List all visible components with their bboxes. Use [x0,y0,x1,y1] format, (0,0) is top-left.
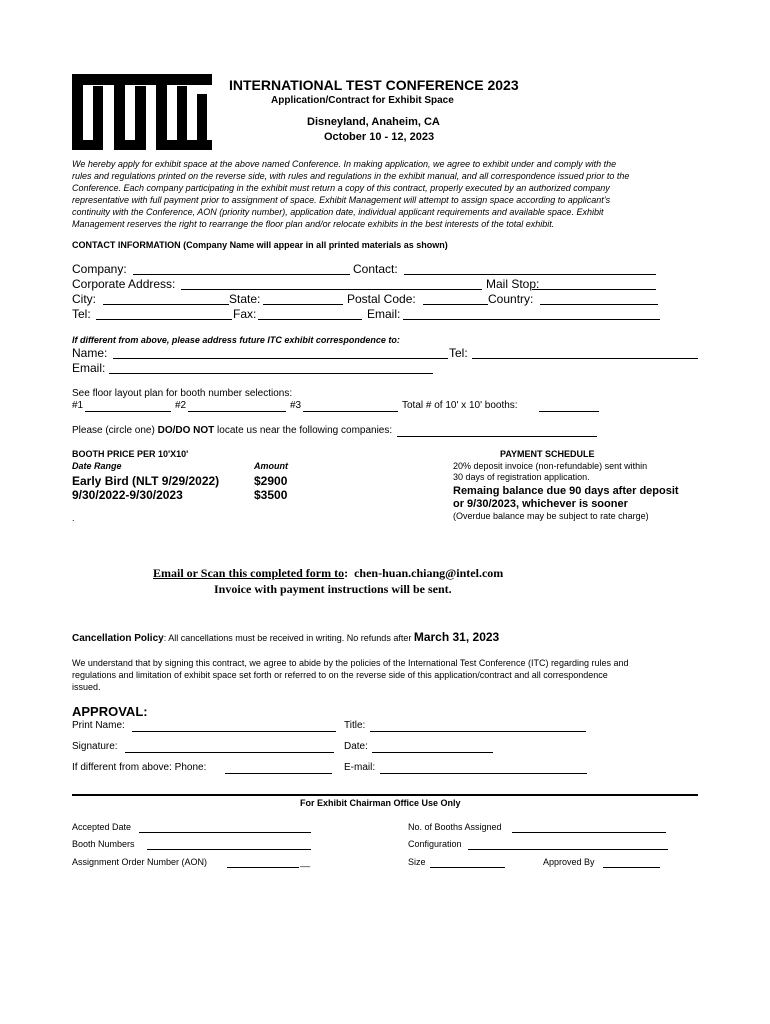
submit-email-link[interactable]: chen-huan.chiang@intel.com [354,566,504,580]
company-label: Company: [72,262,127,276]
submit-colon: : [344,566,349,580]
approved-by-field[interactable] [603,867,660,868]
postal-code-label: Postal Code: [347,292,416,306]
approval-email-label: E-mail: [344,762,376,773]
alt-email-field[interactable] [109,373,433,374]
locate-suffix: locate us near the following companies: [214,425,393,436]
submit-instructions [153,566,503,581]
title-field[interactable] [370,731,586,732]
booth-3-label: #3 [290,400,302,411]
booth-numbers-field[interactable] [147,849,311,850]
country-label: Country: [488,292,534,306]
accepted-date-field[interactable] [139,832,311,833]
date-label: Date: [344,741,368,752]
total-booths-field[interactable] [539,411,599,412]
email-field[interactable] [403,319,660,320]
aon-label: Assignment Order Number (AON) [72,857,208,867]
intro-line: rules and regulations printed on the reverse side, with rules and regulations in the exhibit manual, and all correspondence issued prior to the [72,171,630,181]
email-label: Email: [367,307,401,321]
configuration-field[interactable] [468,849,668,850]
payment-line: 30 days of registration application. [453,472,590,482]
intro-line: Conference. Each company participating in the exhibit must return a copy of this contract, properly executed by an authorized company [72,183,610,193]
date-field[interactable] [372,752,493,753]
booth-2-field[interactable] [188,411,286,412]
floor-plan-note: See floor layout plan for booth number selections: [72,388,293,399]
submit-label: Email or Scan this completed form to [153,566,345,580]
booth-2-label: #2 [175,400,187,411]
regular-range: 9/30/2022-9/30/2023 [72,488,183,502]
regular-amount: $3500 [254,488,288,502]
alt-name-label: Name: [72,346,108,360]
cancellation-date: March 31, 2023 [413,630,500,644]
stray-dot: . [72,513,75,523]
city-label: City: [72,292,96,306]
approval-heading: APPROVAL: [72,704,148,719]
mail-stop-label: Mail Stop: [486,277,540,291]
contact-field[interactable] [404,274,656,275]
size-field[interactable] [430,867,505,868]
total-booths-label: Total # of 10' x 10' booths: [402,400,518,411]
alt-email-label: Email: [72,361,106,375]
num-booths-label: No. of Booths Assigned [408,822,502,832]
phone-label: If different from above: Phone: [72,762,207,773]
print-name-label: Print Name: [72,720,125,731]
page-subtitle: Application/Contract for Exhibit Space [271,95,454,106]
signature-field[interactable] [125,752,334,753]
intro-line: representative with full payment prior to assignment of space. Exhibit Management will attempt to assign space according to applicant’s [72,195,611,205]
payment-note: (Overdue balance may be subject to rate charge) [453,511,649,521]
payment-schedule-heading: PAYMENT SCHEDULE [500,449,595,459]
booth-numbers-label: Booth Numbers [72,839,135,849]
locate-prefix: Please (circle one) [72,425,158,436]
booth-3-field[interactable] [303,411,398,412]
alt-contact-heading: If different from above, please address future ITC exhibit correspondence to: [72,335,400,345]
mail-stop-field[interactable] [532,289,656,290]
phone-field[interactable] [225,773,332,774]
agreement-line: issued. [72,682,101,692]
cancellation-policy [72,630,499,644]
state-field[interactable] [263,304,343,305]
corporate-address-field[interactable] [181,289,482,290]
do-do-not-choice[interactable]: DO/DO NOT [157,425,215,436]
num-booths-field[interactable] [512,832,666,833]
tel-label: Tel: [72,307,91,321]
fax-field[interactable] [258,319,362,320]
intro-line: We hereby apply for exhibit space at the above named Conference. In making application, we agree to exhibit under and comply with the [72,159,617,169]
early-bird-range: Early Bird (NLT 9/29/2022) [72,474,220,488]
booth-1-field[interactable] [85,411,171,412]
invoice-note: Invoice with payment instructions will be sent. [214,582,452,596]
payment-line: 20% deposit invoice (non-refundable) sent within [453,461,648,471]
contact-heading: CONTACT INFORMATION (Company Name will appear in all printed materials as shown) [72,240,448,250]
configuration-label: Configuration [408,839,462,849]
company-field[interactable] [133,274,350,275]
contact-label: Contact: [353,262,398,276]
alt-name-field[interactable] [113,358,448,359]
cancellation-text: : All cancellations must be received in writing. No refunds after [163,633,414,643]
payment-balance-line: or 9/30/2023, whichever is sooner [453,498,628,510]
payment-balance-line: Remaing balance due 90 days after deposit [453,485,679,497]
office-use-divider [72,794,698,796]
accepted-date-label: Accepted Date [72,822,132,832]
booth-price-heading: BOOTH PRICE PER 10'X10' [72,449,189,459]
postal-code-field[interactable] [423,304,488,305]
event-location: Disneyland, Anaheim, CA [307,116,440,128]
alt-tel-label: Tel: [449,346,468,360]
title-label: Title: [344,720,366,731]
approved-by-label: Approved By [543,857,595,867]
alt-tel-field[interactable] [472,358,698,359]
aon-field[interactable] [227,867,299,868]
agreement-line: regulations and limitation of exhibit space set forth or referred to on the reverse side of this application/contract and all correspondence [72,670,608,680]
event-dates: October 10 - 12, 2023 [324,131,435,143]
aon-tail: __ [300,857,311,867]
itc-logo [72,74,212,150]
booth-1-label: #1 [72,400,84,411]
locate-near-text [72,425,392,436]
intro-line: Management reserves the right to rearrange the floor plan and/or relocate exhibits in the best interests of the total exhibit. [72,219,555,229]
size-label: Size [408,857,426,867]
print-name-field[interactable] [132,731,336,732]
tel-field[interactable] [96,319,232,320]
cancellation-label: Cancellation Policy [72,633,164,644]
fax-label: Fax: [233,307,257,321]
corporate-address-label: Corporate Address: [72,277,176,291]
city-field[interactable] [103,304,229,305]
approval-email-field[interactable] [380,773,587,774]
intro-line: continuity with the Conference, AON (priority number), application date, individual applicant requirements and available space. Exhibit [72,207,604,217]
nearby-companies-field[interactable] [397,436,597,437]
agreement-line: We understand that by signing this contract, we agree to abide by the policies of the International Test Conference (ITC) regarding rules and [72,658,629,668]
early-bird-amount: $2900 [254,474,288,488]
page-title: INTERNATIONAL TEST CONFERENCE 2023 [229,77,519,93]
office-use-heading: For Exhibit Chairman Office Use Only [300,798,461,808]
date-range-header: Date Range [72,461,122,471]
country-field[interactable] [540,304,658,305]
state-label: State: [229,292,261,306]
amount-header: Amount [254,461,288,471]
signature-label: Signature: [72,741,118,752]
